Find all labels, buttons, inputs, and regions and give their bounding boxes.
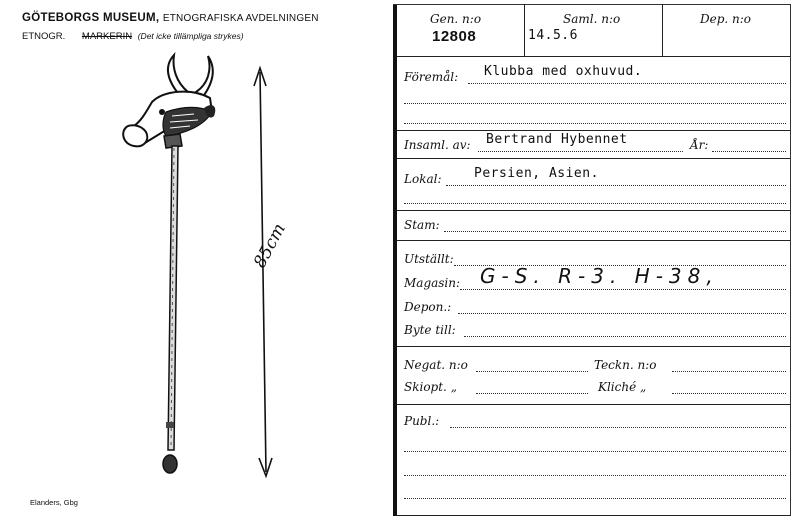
header-divider-1 bbox=[524, 4, 525, 56]
foremal-label: Föremål: bbox=[404, 70, 459, 84]
lokal-label: Lokal: bbox=[404, 172, 442, 186]
foremal-dots bbox=[468, 83, 786, 84]
gen-label: Gen. n:o bbox=[430, 12, 482, 26]
divider-stam bbox=[397, 240, 790, 241]
lokal-dots bbox=[446, 185, 786, 186]
byte-dots bbox=[464, 336, 786, 337]
divider-foremal bbox=[397, 130, 790, 131]
measurement-arrow bbox=[254, 68, 272, 476]
foremal-dots-2 bbox=[404, 103, 786, 104]
kliche-dots bbox=[672, 393, 786, 394]
publ-label: Publ.: bbox=[404, 414, 440, 428]
lokal-value: Persien, Asien. bbox=[474, 166, 599, 181]
museum-header bbox=[22, 12, 319, 24]
header-divider-2 bbox=[662, 4, 663, 56]
depon-dots bbox=[458, 313, 786, 314]
skiopt-dots bbox=[476, 393, 588, 394]
magasin-dots bbox=[460, 289, 786, 290]
printer-imprint: Elanders, Gbg bbox=[30, 498, 78, 507]
club-illustration bbox=[123, 55, 215, 473]
department-name: ETNOGRAFISKA AVDELNINGEN bbox=[162, 13, 319, 24]
negat-dots bbox=[476, 371, 588, 372]
stam-label: Stam: bbox=[404, 218, 440, 232]
divider-storage bbox=[397, 346, 790, 347]
category-line bbox=[22, 31, 244, 42]
publ-dots-2 bbox=[404, 451, 786, 452]
ar-label: År: bbox=[690, 138, 709, 152]
size-annotation: 85cm bbox=[250, 220, 290, 272]
magasin-label: Magasin: bbox=[404, 276, 461, 290]
gen-number: 12808 bbox=[432, 28, 477, 45]
saml-number: 14.5.6 bbox=[528, 28, 578, 43]
depon-label: Depon.: bbox=[404, 300, 452, 314]
card-left-border bbox=[393, 4, 397, 516]
skiopt-label: Skiopt. „ bbox=[404, 380, 457, 394]
card-right-border bbox=[790, 4, 791, 516]
publ-dots-4 bbox=[404, 498, 786, 499]
publ-dots-3 bbox=[404, 475, 786, 476]
magasin-value: G-S. R-3. H-38, bbox=[480, 264, 719, 288]
ar-dots bbox=[712, 151, 786, 152]
instruction-note: (Det icke tillämpliga strykes) bbox=[137, 31, 244, 41]
divider-lokal bbox=[397, 210, 790, 211]
saml-label: Saml. n:o bbox=[563, 12, 621, 26]
dep-label: Dep. n:o bbox=[700, 12, 752, 26]
teckn-label: Teckn. n:o bbox=[594, 358, 657, 372]
category-prefix: ETNOGR. bbox=[22, 31, 66, 42]
card-bottom-line bbox=[397, 515, 790, 516]
insaml-value: Bertrand Hybennet bbox=[486, 132, 628, 147]
museum-name: GÖTEBORGS MUSEUM, bbox=[22, 12, 160, 24]
foremal-dots-3 bbox=[404, 123, 786, 124]
insaml-dots bbox=[478, 151, 683, 152]
negat-label: Negat. n:o bbox=[404, 358, 468, 372]
lokal-dots-2 bbox=[404, 203, 786, 204]
foremal-value: Klubba med oxhuvud. bbox=[484, 64, 643, 79]
struck-word: MARKERIN bbox=[81, 31, 133, 42]
divider-insaml bbox=[397, 158, 790, 159]
publ-dots bbox=[450, 427, 786, 428]
divider-media bbox=[397, 404, 790, 405]
kliche-label: Kliché „ bbox=[598, 380, 647, 394]
insaml-label: Insaml. av: bbox=[404, 138, 471, 152]
stam-dots bbox=[444, 231, 786, 232]
teckn-dots bbox=[672, 371, 786, 372]
header-bottom-line bbox=[397, 56, 790, 57]
utstallt-label: Utställt: bbox=[404, 252, 454, 266]
byte-label: Byte till: bbox=[404, 323, 456, 337]
artifact-drawing bbox=[100, 50, 340, 490]
card-top-border bbox=[393, 4, 791, 5]
